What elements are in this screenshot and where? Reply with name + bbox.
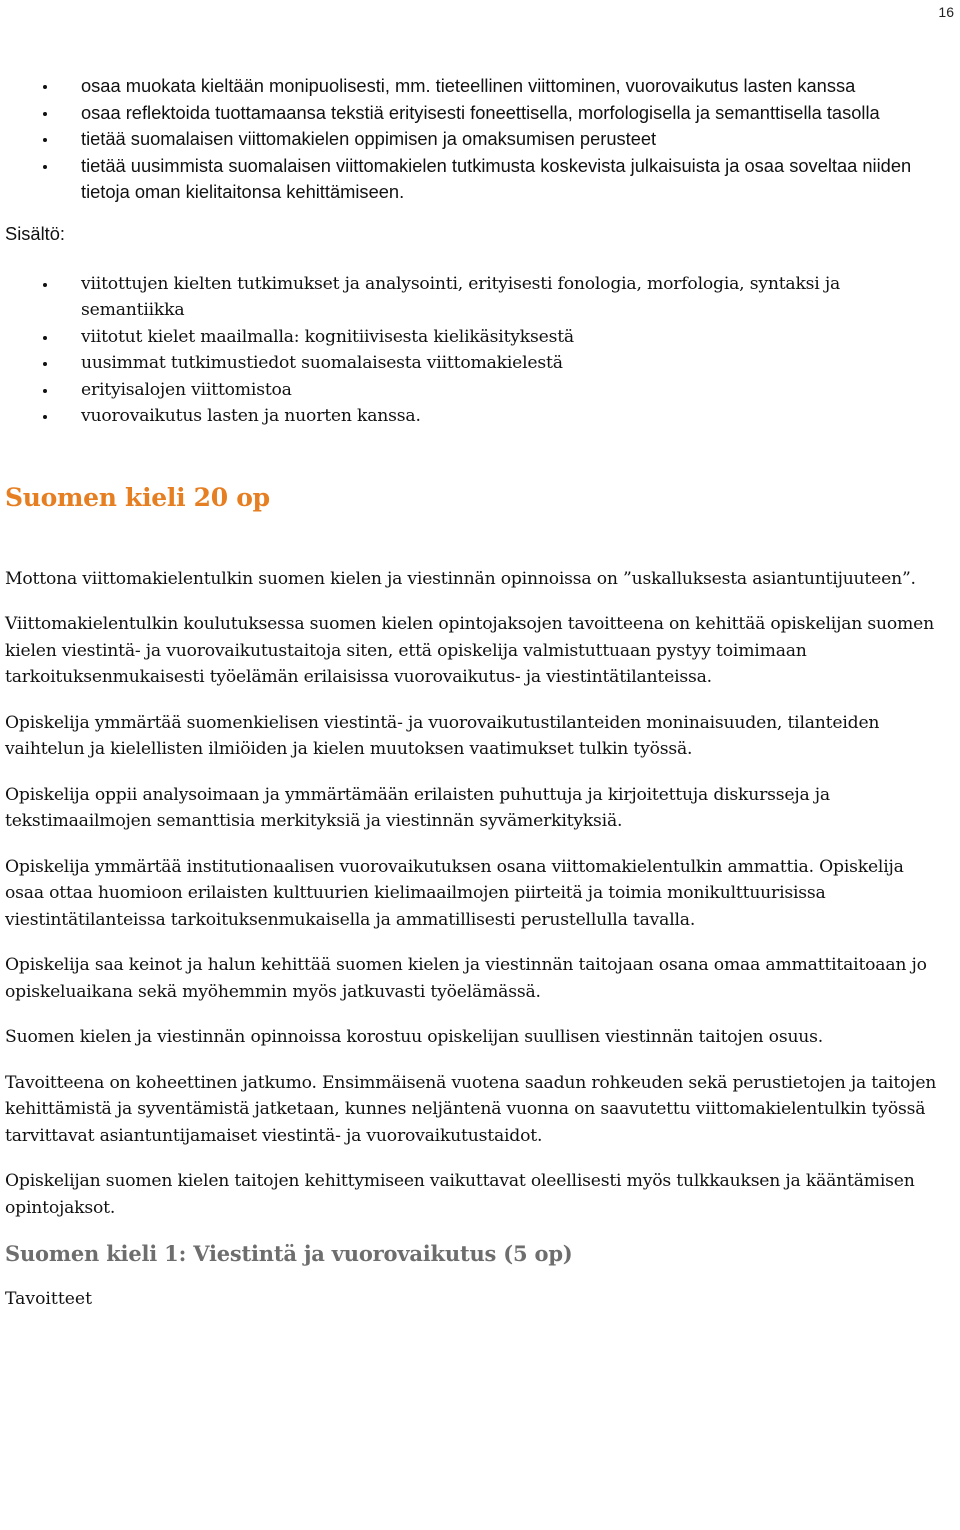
intro-bullet-list: [5, 73, 945, 206]
list-item: osaa muokata kieltään monipuolisesti, mm. tieteellinen viittominen, vuorovaikutus lasten kanssa: [5, 73, 945, 100]
page-number: 16: [938, 4, 954, 20]
paragraph: Viittomakielentulkin koulutuksessa suomen kielen opintojaksojen tavoitteena on kehittää opiskelijan suomen kielen viestintä- ja vuorovaikutustaitoja siten, että opiskelija valmistuttuaan pystyy toimimaan tarkoituksenmukaisesti työelämän erilaisissa vuorovaikutus- ja viestintätilanteissa.: [5, 614, 934, 687]
paragraph: Opiskelijan suomen kielen taitojen kehittymiseen vaikuttavat oleellisesti myös tulkkauksen ja kääntämisen opintojaksot.: [5, 1171, 915, 1218]
paragraph: Opiskelija oppii analysoimaan ja ymmärtämään erilaisten puhuttuja ja kirjoitettuja diskursseja ja tekstimaailmojen semanttisia merkityksiä ja viestinnän syvämerkityksiä.: [5, 784, 830, 831]
paragraph: Opiskelija ymmärtää institutionaalisen vuorovaikutuksen osana viittomakielentulkin ammattia. Opiskelija osaa ottaa huomioon erilaisten kulttuurien kielimaailmojen piirteitä ja toimia monikulttuurisissa viestintätilanteissa tarkoituksenmukaisella ja ammatillisesti perustellulla tavalla.: [5, 856, 904, 930]
document-body: [5, 73, 945, 1312]
paragraph: Tavoitteena on koheettinen jatkumo. Ensimmäisenä vuotena saadun rohkeuden sekä perustietojen ja taitojen kehittämistä ja syventämistä jatketaan, kunnes neljäntenä vuonna on saavutettu viittomakielentulkin työssä tarvittavat asiantuntijamaiset viestintä- ja vuorovaikutustaidot.: [5, 1072, 937, 1146]
list-item: erityisalojen viittomistoa: [5, 377, 945, 404]
list-item: osaa reflektoida tuottamaansa tekstiä erityisesti foneettisella, morfologisella ja semanttisella tasolla: [5, 100, 945, 127]
paragraph: Opiskelija saa keinot ja halun kehittää suomen kielen ja viestinnän taitojaan osana omaa ammattitaitoaan jo opiskeluaikana sekä myöhemmin myös jatkuvasti työelämässä.: [5, 955, 927, 1002]
list-item: viitotut kielet maailmalla: kognitiivisesta kielikäsityksestä: [5, 324, 945, 351]
paragraph: Mottona viittomakielentulkin suomen kielen ja viestinnän opinnoissa on ”uskalluksesta asiantuntijuuteen”.: [5, 568, 916, 589]
goals-label: Tavoitteet: [5, 1289, 92, 1309]
list-item: viitottujen kielten tutkimukset ja analysointi, erityisesti fonologia, morfologia, syntaksi ja semantiikka: [5, 271, 945, 324]
list-item: vuorovaikutus lasten ja nuorten kanssa.: [5, 403, 945, 430]
section-title: Suomen kieli 20 op: [5, 482, 270, 512]
paragraph: Suomen kielen ja viestinnän opinnoissa korostuu opiskelijan suullisen viestinnän taitojen osuus.: [5, 1027, 824, 1047]
paragraph: Opiskelija ymmärtää suomenkielisen viestintä- ja vuorovaikutustilanteiden moninaisuuden, tilanteiden vaihtelun ja kielellisten ilmiöiden ja kielen muutoksen vaatimukset tulkin työssä.: [5, 712, 880, 759]
contents-label: Sisältö:: [5, 222, 65, 244]
list-item: uusimmat tutkimustiedot suomalaisesta viittomakielestä: [5, 350, 945, 377]
subsection-title: Suomen kieli 1: Viestintä ja vuorovaikutus (5 op): [5, 1241, 573, 1266]
list-item: tietää suomalaisen viittomakielen oppimisen ja omaksumisen perusteet: [5, 126, 945, 153]
contents-bullet-list: [5, 271, 945, 430]
list-item: tietää uusimmista suomalaisen viittomakielen tutkimusta koskevista julkaisuista ja osaa soveltaa niiden tietoja oman kielitaitonsa kehittämiseen.: [5, 153, 945, 206]
